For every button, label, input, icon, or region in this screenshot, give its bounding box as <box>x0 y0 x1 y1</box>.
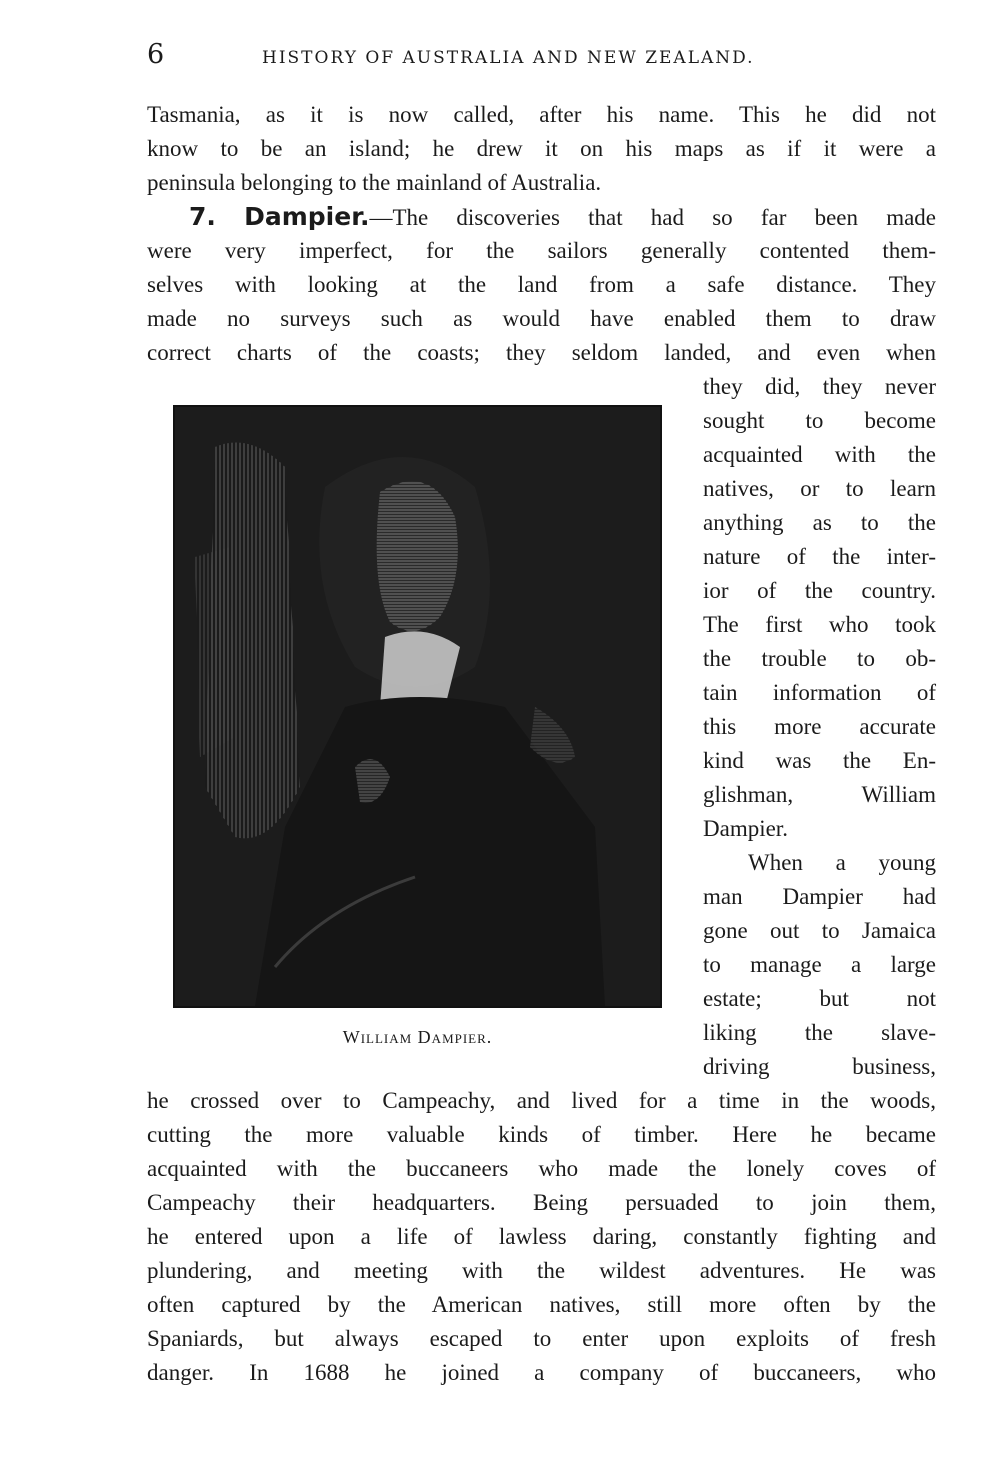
text-line: man Dampier had <box>703 884 936 909</box>
text-line: were very imperfect, for the sailors generally contented them- <box>147 238 936 263</box>
text-line: —The discoveries that had so far been made <box>369 205 936 230</box>
running-title: HISTORY OF AUSTRALIA AND NEW ZEALAND. <box>262 48 755 68</box>
portrait-engraving <box>173 405 662 1008</box>
text-line: anything as to the <box>703 510 936 535</box>
text-line: Dampier. <box>703 816 788 841</box>
page-header <box>0 38 1000 72</box>
text-line: ior of the country. <box>703 578 936 603</box>
text-line: sought to become <box>703 408 936 433</box>
text-line: made no surveys such as would have enabled them to draw <box>147 306 936 331</box>
text-line: The first who took <box>703 612 936 637</box>
text-line: liking the slave- <box>703 1020 936 1045</box>
text-line: nature of the inter- <box>703 544 936 569</box>
text-line: acquainted with the <box>703 442 936 467</box>
text-line: they did, they never <box>703 374 936 399</box>
text-line: estate; but not <box>703 986 936 1011</box>
section-number: 7. <box>189 202 216 231</box>
portrait-illustration <box>175 407 660 1006</box>
text-line: he entered upon a life of lawless daring, constantly fighting and <box>147 1224 936 1249</box>
text-line: the trouble to ob- <box>703 646 936 671</box>
text-line: peninsula belonging to the mainland of Australia. <box>147 170 602 195</box>
text-line: to manage a large <box>703 952 936 977</box>
figure-caption: William Dampier. <box>342 1027 493 1047</box>
text-line: Tasmania, as it is now called, after his name. This he did not <box>147 102 936 127</box>
text-line: often captured by the American natives, still more often by the <box>147 1292 936 1317</box>
text-line: he crossed over to Campeachy, and lived for a time in the woods, <box>147 1088 936 1113</box>
text-line: Campeachy their headquarters. Being persuaded to join them, <box>147 1190 936 1215</box>
text-line: plundering, and meeting with the wildest adventures. He was <box>147 1258 936 1283</box>
text-line: When a young <box>748 850 936 875</box>
section-title: Dampier. <box>244 202 370 231</box>
section-heading-line <box>189 200 936 234</box>
text-line: danger. In 1688 he joined a company of buccaneers, who <box>147 1360 936 1385</box>
text-line: acquainted with the buccaneers who made the lonely coves of <box>147 1156 936 1181</box>
text-line: gone out to Jamaica <box>703 918 936 943</box>
page-number: 6 <box>147 39 165 70</box>
text-line: Spaniards, but always escaped to enter upon exploits of fresh <box>147 1326 936 1351</box>
text-line: cutting the more valuable kinds of timber. Here he became <box>147 1122 936 1147</box>
text-line: driving business, <box>703 1054 936 1079</box>
text-line: glishman, William <box>703 782 936 807</box>
text-line: tain information of <box>703 680 936 705</box>
text-line: correct charts of the coasts; they seldom landed, and even when <box>147 340 936 365</box>
text-line: kind was the En- <box>703 748 936 773</box>
text-line: selves with looking at the land from a safe distance. They <box>147 272 936 297</box>
text-line: natives, or to learn <box>703 476 936 501</box>
text-line: know to be an island; he drew it on his maps as if it were a <box>147 136 936 161</box>
text-line: this more accurate <box>703 714 936 739</box>
